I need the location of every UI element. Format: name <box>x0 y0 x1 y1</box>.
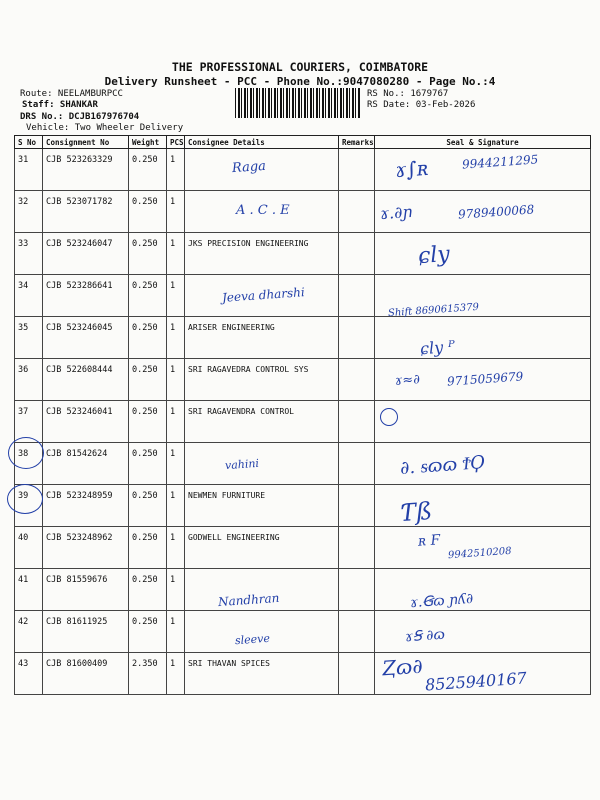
row-remarks <box>339 275 375 317</box>
row-weight: 0.250 <box>129 359 167 401</box>
hw-r32-signature: ɤ.∂ɲ <box>379 201 414 224</box>
row-pcs: 1 <box>167 653 185 695</box>
hw-r32-phone: 9789400068 <box>457 202 535 222</box>
row-seal-signature <box>375 233 591 275</box>
row-remarks <box>339 653 375 695</box>
row-sno: 39 <box>15 485 43 527</box>
hw-r38-signature: ∂. ᵴɷɷ ϮϘ <box>399 452 486 479</box>
row-consignment-no: CJB 523246041 <box>43 401 129 443</box>
row-weight: 0.250 <box>129 401 167 443</box>
hw-r38-circle <box>8 437 44 469</box>
table-row <box>15 485 591 527</box>
row-sno: 34 <box>15 275 43 317</box>
row-sno: 33 <box>15 233 43 275</box>
row-consignment-no: CJB 81542624 <box>43 443 129 485</box>
header-sno: S No <box>15 136 43 149</box>
header-weight: Weight <box>129 136 167 149</box>
header-consignment: Consignment No <box>43 136 129 149</box>
row-pcs: 1 <box>167 191 185 233</box>
row-consignment-no: CJB 81600409 <box>43 653 129 695</box>
row-consignee: NEWMEN FURNITURE <box>185 485 339 527</box>
row-sno: 31 <box>15 149 43 191</box>
header-pcs: PCS <box>167 136 185 149</box>
row-remarks <box>339 191 375 233</box>
hw-r35-note: Shift 8690615379 <box>387 301 480 320</box>
row-weight: 0.250 <box>129 191 167 233</box>
row-consignment-no: CJB 522608444 <box>43 359 129 401</box>
row-remarks <box>339 569 375 611</box>
hw-r40-phone: 9942510208 <box>447 545 512 562</box>
table-row <box>15 401 591 443</box>
row-remarks <box>339 317 375 359</box>
row-consignment-no: CJB 81611925 <box>43 611 129 653</box>
vehicle: Vehicle: Two Wheeler Delivery <box>26 123 184 133</box>
row-seal-signature <box>375 401 591 443</box>
row-pcs: 1 <box>167 569 185 611</box>
row-consignee <box>185 443 339 485</box>
hw-r33-signature: ɕly <box>417 241 451 270</box>
row-consignee: SRI THAVAN SPICES <box>185 653 339 695</box>
row-consignment-no: CJB 523071782 <box>43 191 129 233</box>
row-sno: 42 <box>15 611 43 653</box>
row-consignment-no: CJB 81559676 <box>43 569 129 611</box>
row-remarks <box>339 527 375 569</box>
hw-r36-signature: ɤ≈∂ <box>394 372 421 389</box>
row-consignment-no: CJB 523248959 <box>43 485 129 527</box>
hw-r31-name: Raga <box>231 158 267 177</box>
runsheet-subtitle: Delivery Runsheet - PCC - Phone No.:9047080280 - Page No.:4 <box>104 75 496 88</box>
hw-r37-stamp <box>380 408 398 426</box>
hw-r38-name: vahini <box>224 456 260 473</box>
row-weight: 0.250 <box>129 611 167 653</box>
header-consignee: Consignee Details <box>185 136 339 149</box>
row-remarks <box>339 485 375 527</box>
row-consignee: SRI RAGAVEDRA CONTROL SYS <box>185 359 339 401</box>
rs-number: RS No.: 1679767 <box>367 89 449 99</box>
hw-r36-phone: 9715059679 <box>446 369 524 389</box>
row-remarks <box>339 359 375 401</box>
row-consignee: GODWELL ENGINEERING <box>185 527 339 569</box>
hw-r31-phone: 9944211295 <box>461 152 539 172</box>
row-pcs: 1 <box>167 485 185 527</box>
row-weight: 2.350 <box>129 653 167 695</box>
row-remarks <box>339 401 375 443</box>
row-consignee: JKS PRECISION ENGINEERING <box>185 233 339 275</box>
hw-r31-signature: ɤ∫ʀ <box>394 155 430 183</box>
row-seal-signature <box>375 569 591 611</box>
row-pcs: 1 <box>167 275 185 317</box>
hw-r40-signature: ʀ Ϝ <box>417 532 441 550</box>
hw-r41-name: Nandhran <box>217 590 280 610</box>
rs-date: RS Date: 03-Feb-2026 <box>367 100 476 110</box>
table-row <box>15 569 591 611</box>
row-consignment-no: CJB 523263329 <box>43 149 129 191</box>
hw-r43-phone: 8525940167 <box>424 668 528 695</box>
row-consignment-no: CJB 523246047 <box>43 233 129 275</box>
row-pcs: 1 <box>167 317 185 359</box>
table-header-row <box>15 136 591 149</box>
row-consignee: ARISER ENGINEERING <box>185 317 339 359</box>
row-sno: 36 <box>15 359 43 401</box>
row-remarks <box>339 233 375 275</box>
runsheet-table <box>14 135 591 695</box>
row-consignment-no: CJB 523246045 <box>43 317 129 359</box>
company-title: THE PROFESSIONAL COURIERS, COIMBATORE <box>171 60 429 74</box>
row-weight: 0.250 <box>129 443 167 485</box>
row-pcs: 1 <box>167 233 185 275</box>
row-pcs: 1 <box>167 401 185 443</box>
table-row <box>15 443 591 485</box>
table-row <box>15 317 591 359</box>
table-row <box>15 611 591 653</box>
row-weight: 0.250 <box>129 233 167 275</box>
row-weight: 0.250 <box>129 275 167 317</box>
hw-r35-signature: ɕly ᴾ <box>419 336 456 359</box>
drs-number: DRS No.: DCJB167976704 <box>20 112 140 122</box>
barcode <box>235 88 361 118</box>
row-consignment-no: CJB 523286641 <box>43 275 129 317</box>
hw-r42-signature: ɤꞨ ∂ɷ <box>404 626 446 646</box>
hw-r34-name: Jeeva dharshi <box>221 285 306 305</box>
row-sno: 38 <box>15 443 43 485</box>
row-seal-signature <box>375 317 591 359</box>
header-seal-signature: Seal & Signature <box>375 136 591 149</box>
row-sno: 40 <box>15 527 43 569</box>
hw-r43-stamp: Ⱬɷ∂ <box>381 653 424 681</box>
row-weight: 0.250 <box>129 149 167 191</box>
row-weight: 0.250 <box>129 569 167 611</box>
row-remarks <box>339 149 375 191</box>
hw-r41-signature: ɤ.Ꞡɷ ɲʎ∂ <box>409 590 474 612</box>
row-weight: 0.250 <box>129 527 167 569</box>
row-pcs: 1 <box>167 443 185 485</box>
table-row <box>15 233 591 275</box>
row-pcs: 1 <box>167 359 185 401</box>
row-sno: 37 <box>15 401 43 443</box>
hw-r39-signature: Ƭß <box>399 496 433 528</box>
row-pcs: 1 <box>167 611 185 653</box>
row-consignment-no: CJB 523248962 <box>43 527 129 569</box>
hw-r39-circle <box>7 484 43 514</box>
row-sno: 35 <box>15 317 43 359</box>
row-sno: 41 <box>15 569 43 611</box>
row-pcs: 1 <box>167 527 185 569</box>
row-sno: 32 <box>15 191 43 233</box>
staff: Staff: SHANKAR <box>22 100 98 110</box>
row-sno: 43 <box>15 653 43 695</box>
row-remarks <box>339 611 375 653</box>
hw-r42-name: sleeve <box>234 631 271 648</box>
header-remarks: Remarks <box>339 136 375 149</box>
route: Route: NEELAMBURPCC <box>20 89 123 99</box>
row-consignee: SRI RAGAVENDRA CONTROL <box>185 401 339 443</box>
row-pcs: 1 <box>167 149 185 191</box>
hw-r32-name: A . C . E <box>236 203 290 218</box>
row-weight: 0.250 <box>129 317 167 359</box>
row-weight: 0.250 <box>129 485 167 527</box>
row-remarks <box>339 443 375 485</box>
